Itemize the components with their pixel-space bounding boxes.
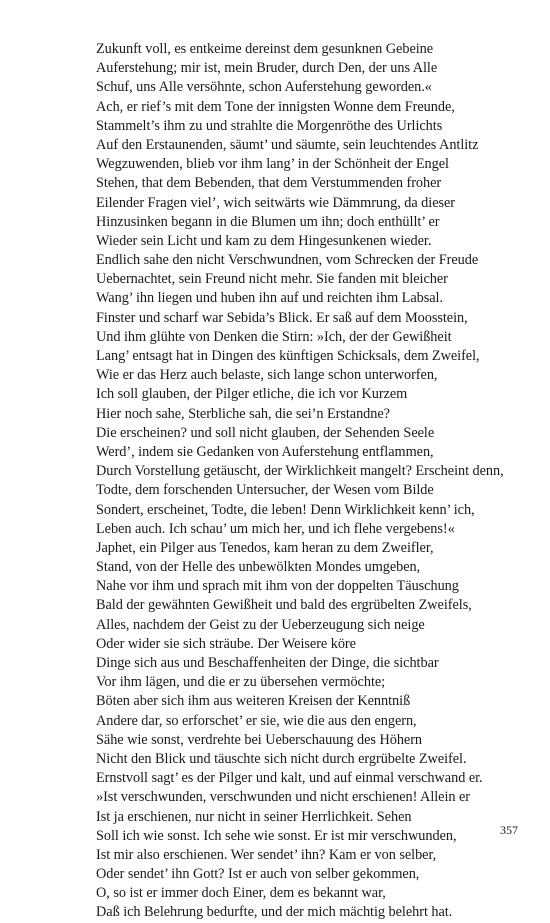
text-line: Wieder sein Licht und kam zu dem Hingesunkenen wieder. bbox=[96, 232, 432, 249]
text-line: Eilender Fragen viel’, wich seitwärts wie Dämmrung, da dieser bbox=[96, 194, 456, 211]
text-line: Bald der gewähnten Gewißheit und bald des ergrübelten Zweifels, bbox=[96, 597, 472, 614]
text-line: Wie er das Herz auch belaste, sich lange schon unterworfen, bbox=[96, 367, 438, 384]
text-line: Auferstehung; mir ist, mein Bruder, durch Den, der uns Alle bbox=[96, 60, 438, 77]
text-line: Zukunft voll, es entkeime dereinst dem gesunknen Gebeine bbox=[96, 41, 434, 57]
text-line: Daß ich Belehrung bedurfte, und der mich mächtig belehrt hat. bbox=[96, 904, 453, 921]
text-line: Uebernachtet, sein Freund nicht mehr. Sie fanden mit bleicher bbox=[96, 271, 448, 288]
text-line: Nicht den Blick und täuschte sich nicht durch ergrübelte Zweifel. bbox=[96, 750, 467, 767]
text-line: Hinzusinken begann in die Blumen um ihn; doch enthüllt’ er bbox=[96, 213, 440, 230]
text-line: Schuf, uns Alle versöhnte, schon Auferstehung geworden.« bbox=[96, 79, 432, 96]
poem-text-block bbox=[96, 40, 516, 923]
text-line: Oder sendet’ ihn Gott? Ist er auch von selber gekommen, bbox=[96, 866, 420, 883]
text-line: Oder wider sie sich sträube. Der Weisere köre bbox=[96, 635, 356, 652]
text-line: Die erscheinen? und soll nicht glauben, der Sehenden Seele bbox=[96, 424, 435, 441]
text-line: Soll ich wie sonst. Ich sehe wie sonst. Er ist mir verschwunden, bbox=[96, 827, 457, 844]
text-line: Ist ja erschienen, nur nicht in seiner Herrlichkeit. Sehen bbox=[96, 808, 412, 825]
text-line: Hier noch sahe, Sterbliche sah, die sei’n Erstandne? bbox=[96, 405, 390, 422]
text-line: Durch Vorstellung getäuscht, der Wirklichkeit mangelt? Erscheint denn, bbox=[96, 463, 504, 480]
text-line: Werd’, indem sie Gedanken von Auferstehung entflammen, bbox=[96, 443, 434, 460]
text-line: Stehen, that dem Bebenden, that dem Verstummenden froher bbox=[96, 175, 442, 192]
text-line: Wang’ ihn liegen und huben ihn auf und reichten ihm Labsal. bbox=[96, 290, 444, 307]
text-line: Andere dar, so erforschet’ er sie, wie die aus den engern, bbox=[96, 712, 417, 729]
text-line: Sondert, erscheinet, Todte, die leben! Denn Wirklichkeit kenn’ ich, bbox=[96, 501, 475, 518]
text-line: Leben auch. Ich schau’ um mich her, und ich flehe vergebens!« bbox=[96, 520, 455, 537]
text-line: Japhet, ein Pilger aus Tenedos, kam heran zu dem Zweifler, bbox=[96, 539, 434, 556]
text-line: »Ist verschwunden, verschwunden und nicht erschienen! Allein er bbox=[96, 789, 471, 806]
text-line: Ernstvoll sagt’ es der Pilger und kalt, und auf einmal verschwand er. bbox=[96, 770, 483, 787]
text-line: Alles, nachdem der Geist zu der Ueberzeugung sich neige bbox=[96, 616, 425, 633]
text-line: Auf den Erstaunenden, säumt’ und säumte, sein leuchtendes Antlitz bbox=[96, 136, 479, 153]
text-line: Vor ihm lägen, und die er zu übersehen vermöchte; bbox=[96, 674, 386, 691]
text-line: Finster und scharf war Sebida’s Blick. Er saß auf dem Moosstein, bbox=[96, 309, 468, 326]
text-line: Todte, dem forschenden Untersucher, der Wesen vom Bilde bbox=[96, 482, 434, 499]
text-line: Stand, von der Helle des unbewölkten Mondes umgeben, bbox=[96, 559, 421, 576]
text-line: O, so ist er immer doch Einer, dem es bekannt war, bbox=[96, 885, 386, 902]
text-line: Nahe vor ihm und sprach mit ihm von der doppelten Täuschung bbox=[96, 578, 459, 595]
page-number: 357 bbox=[500, 823, 518, 837]
text-line: Dinge sich aus und Beschaffenheiten der Dinge, die sichtbar bbox=[96, 655, 439, 671]
text-line: Stammelt’s ihm zu und strahlte die Morgenröthe des Urlichts bbox=[96, 117, 443, 134]
text-line: Und ihm glühte von Denken die Stirn: »Ich, der der Gewißheit bbox=[96, 328, 452, 345]
text-line: Wegzuwenden, blieb vor ihm lang’ in der Schönheit der Engel bbox=[96, 156, 449, 173]
text-line: Ist mir also erschienen. Wer sendet’ ihn? Kam er von selber, bbox=[96, 846, 437, 863]
text-line: Endlich sahe den nicht Verschwundnen, vom Schrecken der Freude bbox=[96, 252, 479, 269]
text-line: Ach, er rief’s mit dem Tone der innigsten Wonne dem Freunde, bbox=[96, 98, 455, 115]
text-line: Sähe wie sonst, verdrehte bei Ueberschauung des Höhern bbox=[96, 731, 423, 748]
text-line: Böten aber sich ihm aus weiteren Kreisen der Kenntniß bbox=[96, 693, 411, 710]
text-line: Lang’ entsagt hat in Dingen des künftigen Schicksals, dem Zweifel, bbox=[96, 348, 480, 364]
text-line: Ich soll glauben, der Pilger etliche, die ich vor Kurzem bbox=[96, 386, 408, 403]
